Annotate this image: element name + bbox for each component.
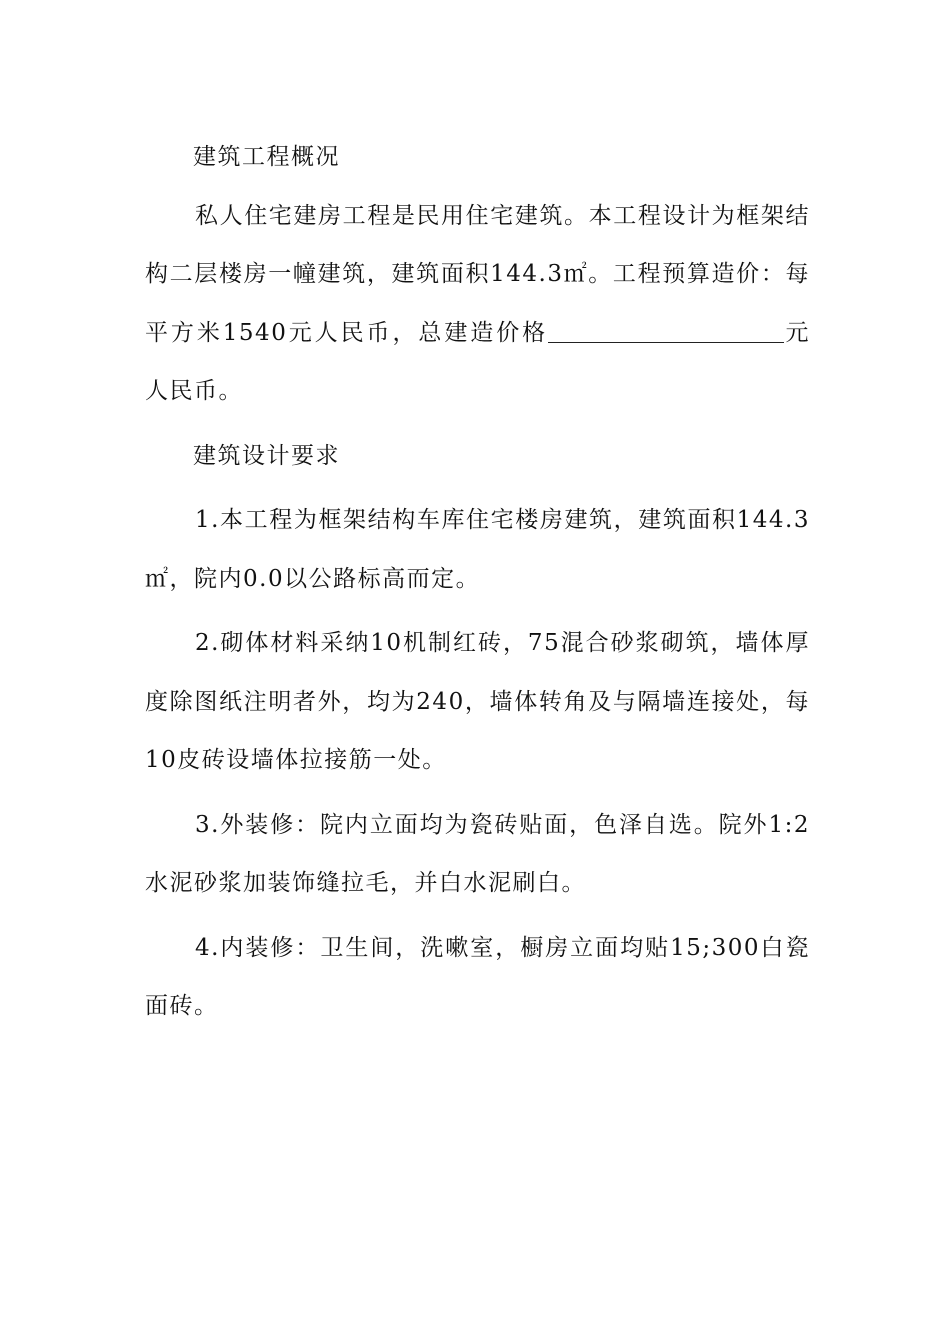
requirement-item-3: 3.外装修：院内立面均为瓷砖贴面，色泽自选。院外1:2水泥砂浆加装饰缝拉毛，并白水泥刷白。 (145, 811, 810, 896)
overview-text-before-blank: 私人住宅建房工程是民用住宅建筑。本工程设计为框架结构二层楼房一幢建筑，建筑面积144.3㎡。工程预算造价：每平方米1540元人民币，总建造价格 (145, 202, 810, 346)
section-heading-overview: 建筑工程概况 (193, 144, 340, 170)
requirement-item-1: 1.本工程为框架结构车库住宅楼房建筑，建筑面积144.3㎡，院内0.0以公路标高而定。 (145, 507, 810, 592)
overview-paragraph (145, 187, 810, 421)
requirement-item-4: 4.内装修：卫生间，洗嗽室，橱房立面均贴15;300白瓷面砖。 (145, 934, 810, 1019)
price-blank-line (548, 320, 784, 343)
requirement-item-2: 2.砌体材料采纳10机制红砖，75混合砂浆砌筑，墙体厚度除图纸注明者外，均为240，墙体转角及与隔墙连接处，每10皮砖设墙体拉接筋一处。 (145, 630, 810, 773)
document-body (145, 128, 810, 1036)
overview-text-after-blank: 元人民币。 (145, 319, 810, 404)
section-heading-design-requirements: 建筑设计要求 (193, 442, 340, 469)
